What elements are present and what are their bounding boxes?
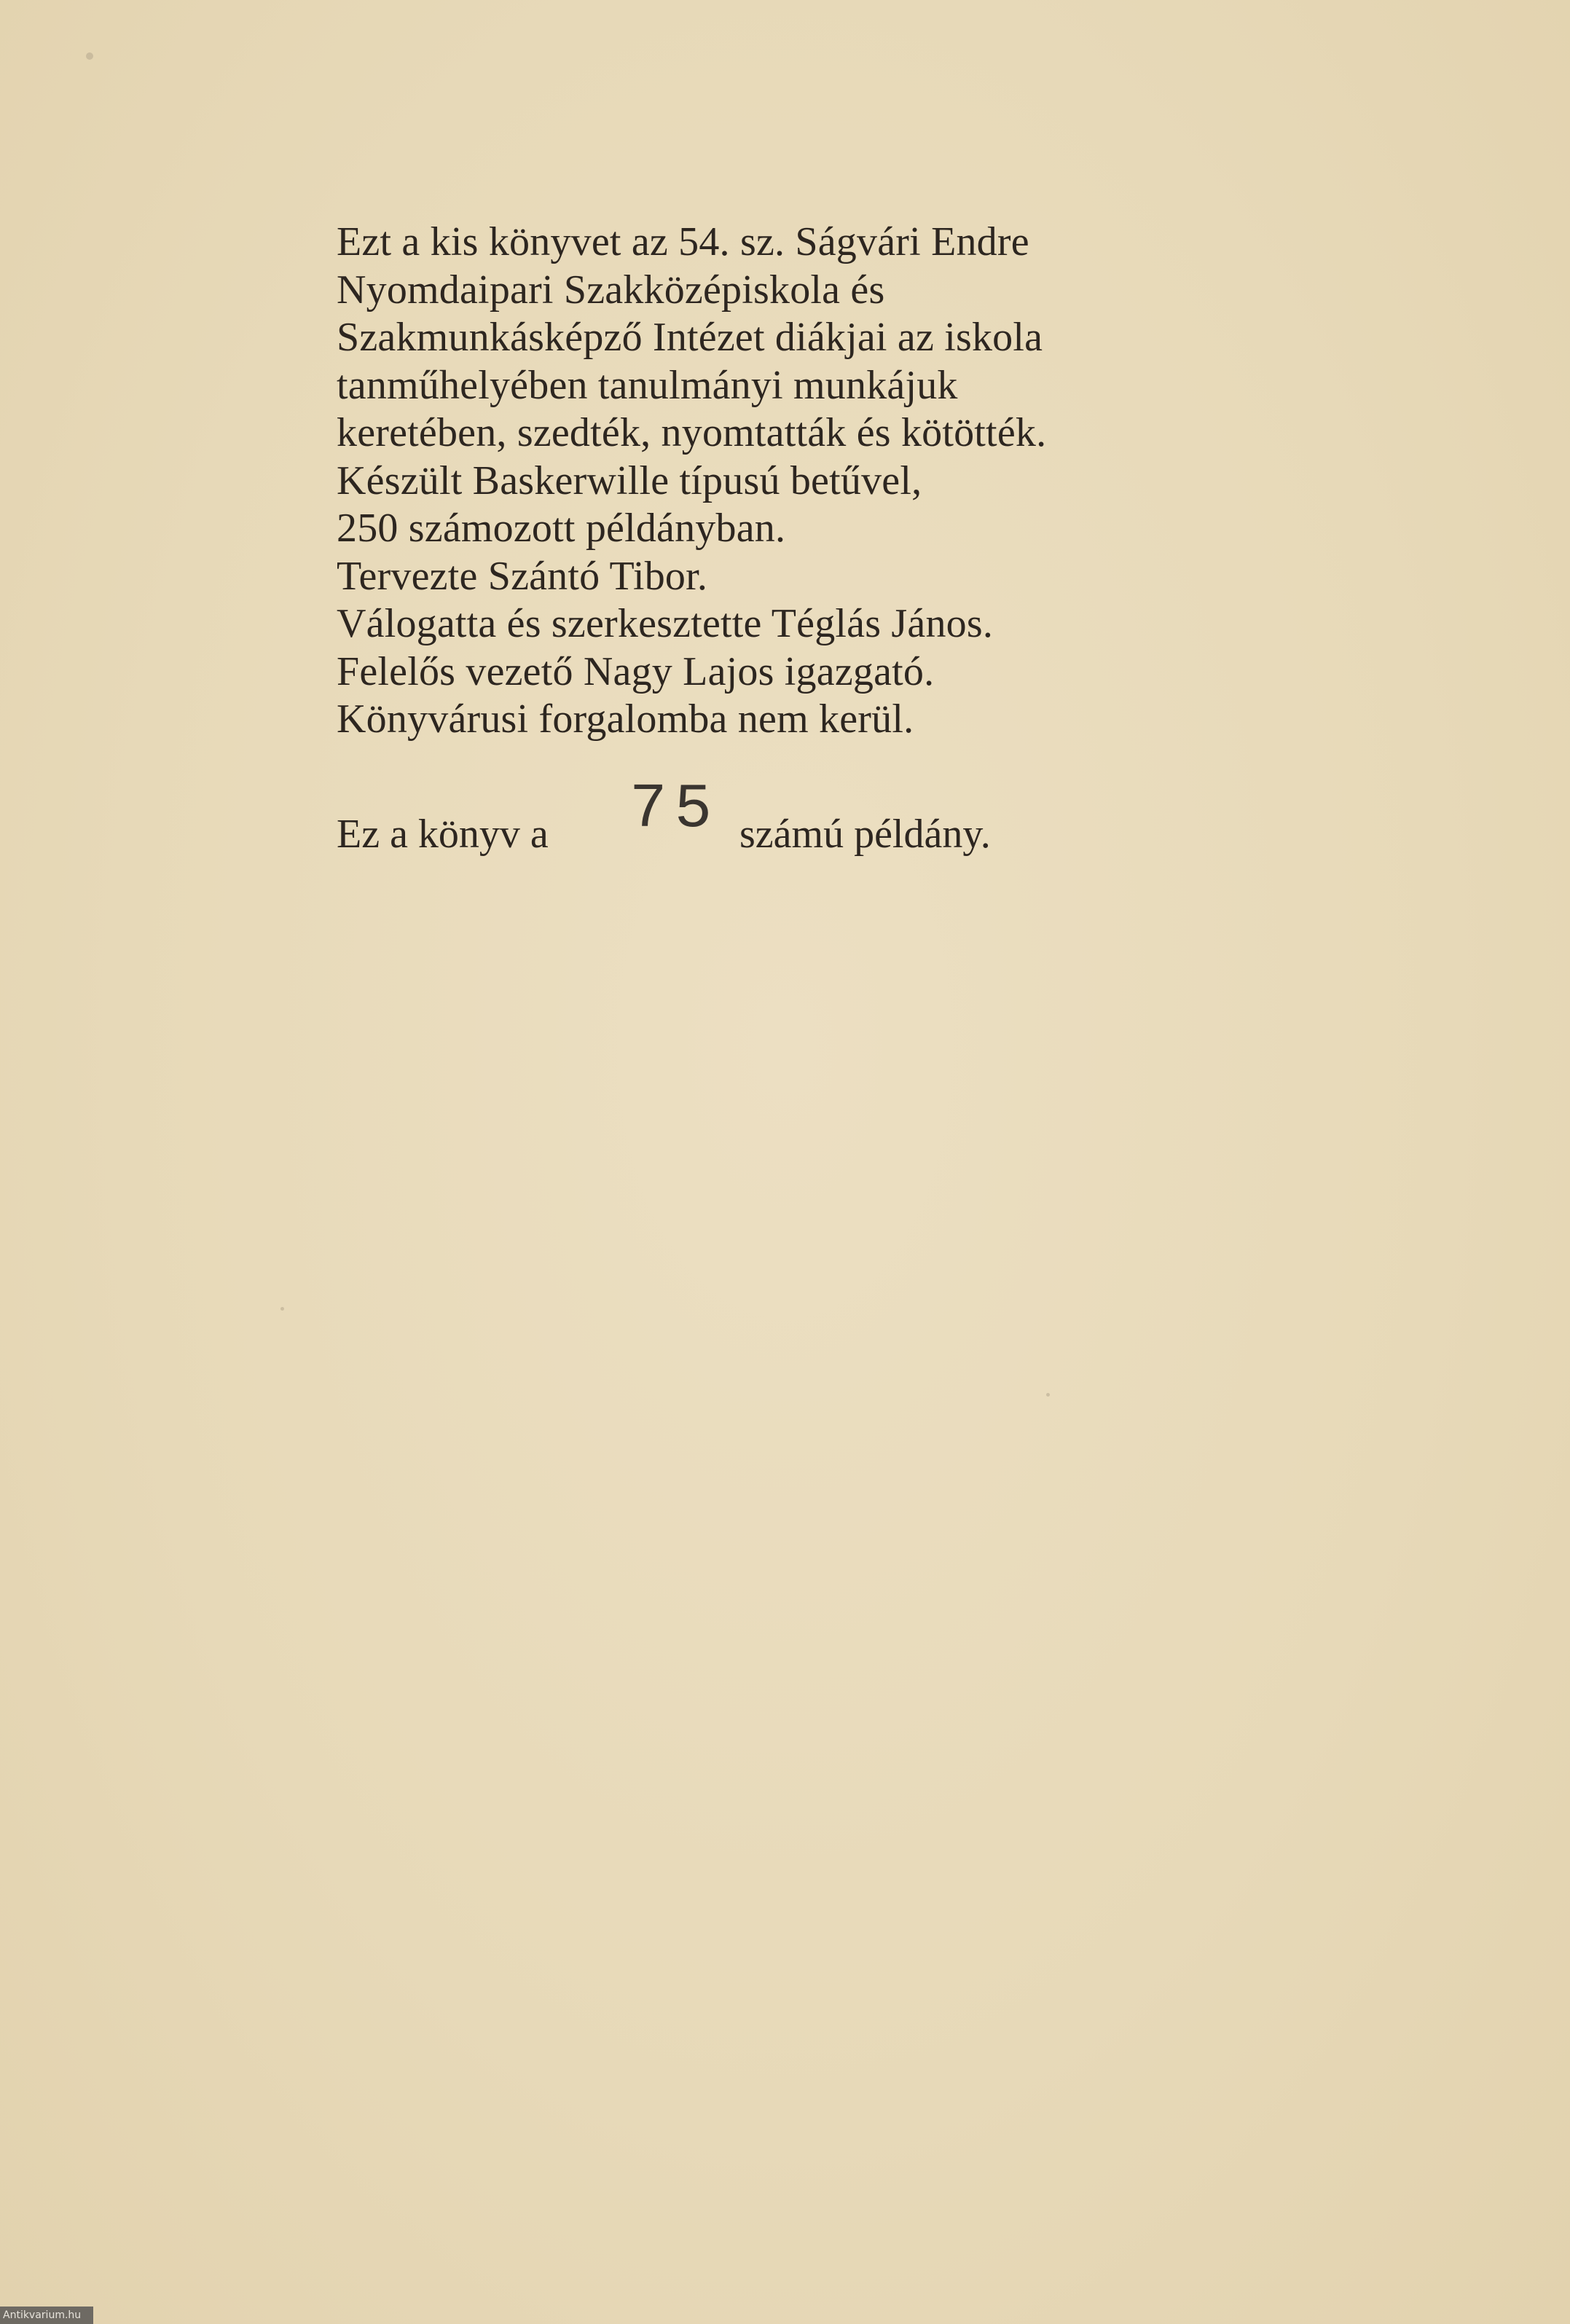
colophon-line: Tervezte Szántó Tibor. [337,553,708,599]
colophon-line: Nyomdaipari Szakközépiskola és [337,267,885,313]
colophon-line: keretében, szedték, nyomtatták és kötötték. [337,410,1047,455]
colophon-line: Válogatta és szerkesztette Téglás János. [337,601,994,646]
paper-speck [280,1307,284,1311]
colophon-line: tanműhelyében tanulmányi munkájuk [337,362,958,408]
paper-speck [86,52,93,60]
colophon-line: Készült Baskerwille típusú betűvel, [337,458,922,503]
paper-speck [1046,1393,1050,1397]
copy-line-suffix: számú példány. [739,812,991,857]
colophon-line: Felelős vezető Nagy Lajos igazgató. [337,648,935,694]
copy-line-prefix: Ez a könyv a [337,812,549,857]
colophon-line: 250 számozott példányban. [337,506,786,551]
stamped-copy-number: 75 [629,774,720,845]
site-watermark: Antikvarium.hu [0,2307,93,2324]
colophon-line: Szakmunkásképző Intézet diákjai az iskola [337,315,1043,360]
colophon-line: Ezt a kis könyvet az 54. sz. Ságvári Endre [337,219,1029,264]
colophon-line: Könyvárusi forgalomba nem kerül. [337,696,914,742]
colophon-text [337,219,1196,744]
